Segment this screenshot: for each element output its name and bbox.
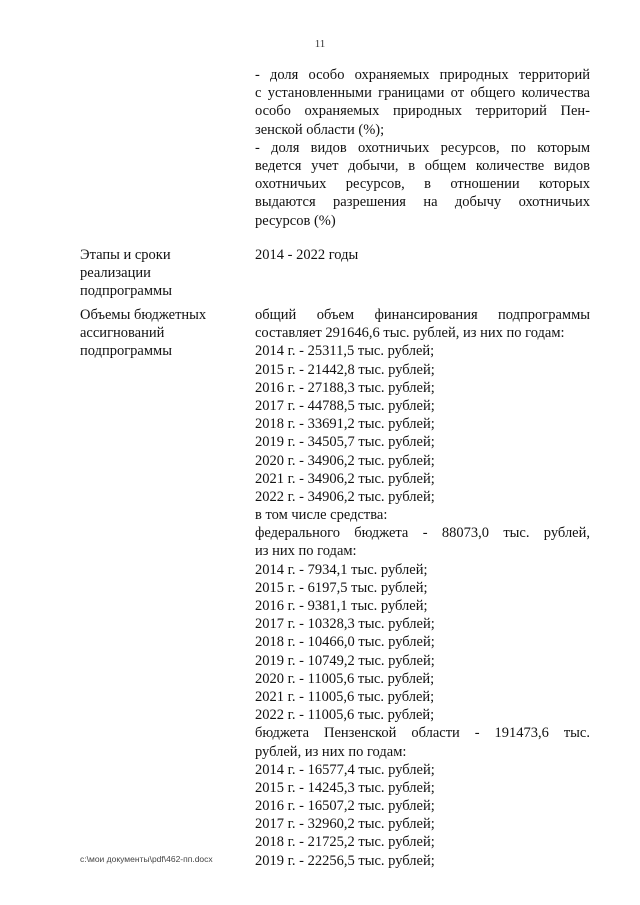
budget-line: 2018 г. - 21725,2 тыс. рублей; xyxy=(255,834,435,851)
budget-line: бюджета Пензенской области - 191473,6 тыс. xyxy=(255,725,590,742)
budget-line: 2019 г. - 22256,5 тыс. рублей; xyxy=(255,852,435,869)
budget-line: 2015 г. - 14245,3 тыс. рублей; xyxy=(255,779,435,796)
budget-label-line: ассигнований xyxy=(80,325,165,342)
budget-line: 2018 г. - 10466,0 тыс. рублей; xyxy=(255,634,435,651)
budget-line: рублей, из них по годам: xyxy=(255,743,407,760)
indicator-line: с установленными границами от общего количества xyxy=(255,85,590,102)
budget-line: 2015 г. - 21442,8 тыс. рублей; xyxy=(255,361,435,378)
budget-line: 2016 г. - 27188,3 тыс. рублей; xyxy=(255,379,435,396)
budget-label-line: Объемы бюджетных xyxy=(80,307,207,323)
budget-line: составляет 291646,6 тыс. рублей, из них по годам: xyxy=(255,325,565,342)
budget-line: из них по годам: xyxy=(255,543,357,560)
indicators-block xyxy=(255,66,590,230)
indicator-line: - доля особо охраняемых природных территорий xyxy=(255,67,590,83)
budget-line: 2016 г. - 16507,2 тыс. рублей; xyxy=(255,798,435,815)
indicator-line: ведется учет добычи, в общем количестве видов xyxy=(255,157,590,174)
indicator-line: зенской области (%); xyxy=(255,121,385,138)
budget-line: 2015 г. - 6197,5 тыс. рублей; xyxy=(255,579,428,596)
page-number: 11 xyxy=(314,38,326,50)
budget-line: 2020 г. - 34906,2 тыс. рублей; xyxy=(255,452,435,469)
budget-line: в том числе средства: xyxy=(255,507,388,524)
stages-value-text: 2014 - 2022 годы xyxy=(255,247,359,263)
budget-line: 2014 г. - 7934,1 тыс. рублей; xyxy=(255,561,428,578)
indicator-line: - доля видов охотничьих ресурсов, по которым xyxy=(255,139,590,156)
stages-value xyxy=(255,246,590,264)
budget-line: 2017 г. - 32960,2 тыс. рублей; xyxy=(255,816,435,833)
budget-line: 2020 г. - 11005,6 тыс. рублей; xyxy=(255,670,435,687)
budget-block xyxy=(255,306,590,870)
budget-line: 2018 г. - 33691,2 тыс. рублей; xyxy=(255,416,435,433)
budget-line: 2022 г. - 34906,2 тыс. рублей; xyxy=(255,488,435,505)
budget-line: 2014 г. - 16577,4 тыс. рублей; xyxy=(255,761,435,778)
budget-line: 2017 г. - 44788,5 тыс. рублей; xyxy=(255,397,435,414)
budget-label-line: подпрограммы xyxy=(80,343,172,360)
budget-line: федерального бюджета - 88073,0 тыс. рублей, xyxy=(255,525,590,542)
budget-line: 2019 г. - 34505,7 тыс. рублей; xyxy=(255,434,435,451)
budget-line: 2021 г. - 34906,2 тыс. рублей; xyxy=(255,470,435,487)
budget-line: 2017 г. - 10328,3 тыс. рублей; xyxy=(255,616,435,633)
file-path-footer: c:\мои документы\pdf\462-пп.docx xyxy=(80,854,213,864)
budget-line: 2021 г. - 11005,6 тыс. рублей; xyxy=(255,688,435,705)
stages-label xyxy=(80,246,240,301)
indicator-line: ресурсов (%) xyxy=(255,212,336,229)
stages-label-line: подпрограммы xyxy=(80,283,172,300)
stages-label-line: реализации xyxy=(80,265,151,282)
indicator-line: охотничьих ресурсов, в отношении которых xyxy=(255,176,590,193)
budget-line: 2022 г. - 11005,6 тыс. рублей; xyxy=(255,707,435,724)
stages-label-line: Этапы и сроки xyxy=(80,247,171,263)
indicator-line: выдаются разрешения на добычу охотничьих xyxy=(255,194,590,211)
budget-line: 2016 г. - 9381,1 тыс. рублей; xyxy=(255,598,428,614)
budget-line: 2014 г. - 25311,5 тыс. рублей; xyxy=(255,343,435,360)
budget-label xyxy=(80,306,240,361)
budget-line: общий объем финансирования подпрограммы xyxy=(255,307,590,323)
indicator-line: особо охраняемых природных территорий Пен- xyxy=(255,103,590,120)
budget-line: 2019 г. - 10749,2 тыс. рублей; xyxy=(255,652,435,669)
